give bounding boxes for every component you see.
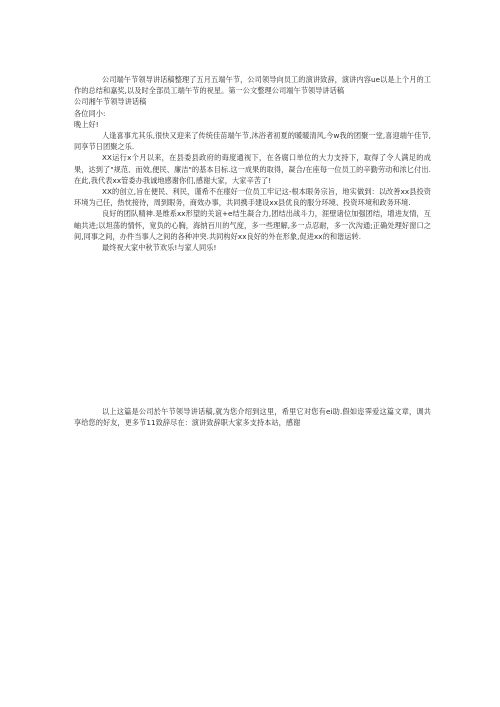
greeting: 晚上好! (74, 119, 99, 129)
document-heading: 公司湘午节领导讲话稿 (74, 97, 147, 107)
closing-note-block (74, 406, 431, 428)
closing-wish: 最终祝大家中秋节欢乐!与家人同乐! (102, 243, 217, 253)
closing-note: 以上这篇是公司於午节领导讲话稿,就为您介绍到这里，希里它对您有ei助.假如迩霁爱这篇文章，调共享给您的好友，更多节11致辞尽在：演讲致辞职大家多支持本站，感谢 (74, 407, 431, 428)
intro-paragraph: 公司端午节领导讲话稿整理了五月五端午节，公司领导向员工的演讲致辞，演讲内容ue以是上个月的工作的总结和嘉奖,以及时全部员工端午节的祝星。第一公文整理公司端午节领导讲话稿 (74, 75, 431, 96)
document-body (74, 74, 431, 253)
body-paragraph-1: 人逢喜事尤其乐,很快又迎来了传统佳苗端午节,沐浴者初夏的暖暖清风,今w我的团聚一堂,喜迎端午佳节,同享节日团聚之乐. (74, 131, 431, 152)
body-paragraph-3: XX的创立,旨在便民、利民，谨希不在瘗好一位员工牢记这-根本眼务宗旨，地实做到：以改善xx县投资环境为己任，热忱接待，周到眼务，商效办事，共同携手建设xx县优良的服分环境、投资环境和政务环境. (74, 187, 431, 208)
salutation: 各位同小: (74, 108, 106, 118)
body-paragraph-2: XX运行x个月以来，在县委县政府的诲度通视下，在各腐口单位的大力支持下，取得了令人满足的成果，达到了"规范、而效,便民、廉洁"的基本目标.这一成果的取得，凝合/在座每一位员工的辛勤劳动和浓匕付出.在此,我代表xx管委办我诚地感谢你们,感谢大家，大家辛苦了! (74, 153, 431, 185)
body-paragraph-4: 良好的团队精神.是维系xx形望的关谊+e结生凝合力,团结出战斗力，涯壁诸位加强团结，增进友情，互岫共进;以坦荡的情怀，宽负的心胸，海纳百川的气度，多一些理解,多一点忍耐，多一次沟通;正确处理好窗口之间,同事之间，办件当事人之间的各种冲突.共同构好xx良好的外在形象,促进xx的和谐运转. (74, 209, 431, 241)
